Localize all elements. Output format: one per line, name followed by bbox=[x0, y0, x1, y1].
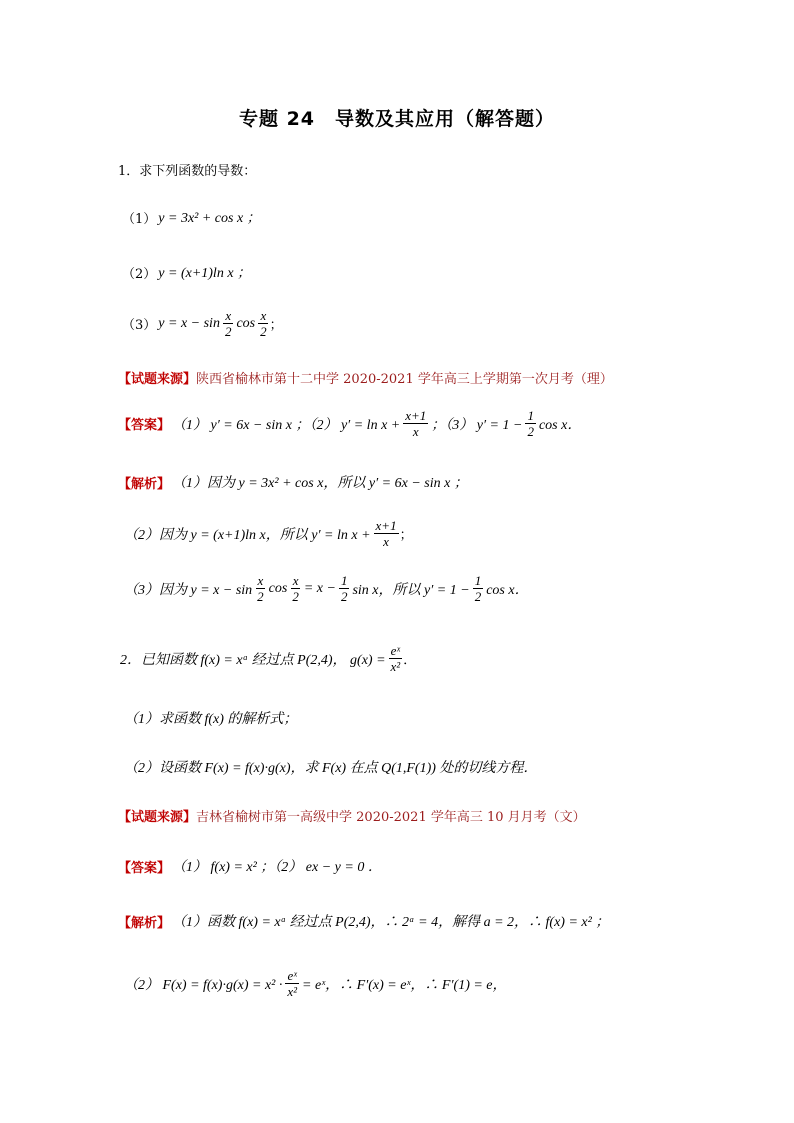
q2-answer: 【答案】 （1） f(x) = x² ；（2） ex − y = 0 ． bbox=[118, 860, 382, 876]
q2-part2: （2）设函数 F(x) = f(x)·g(x)，求 F(x) 在点 Q(1,F(1)) 处的切线方程． bbox=[124, 761, 538, 776]
fraction: $\frac{\text{eˣ}}{\text{x²}}$ bbox=[390, 643, 401, 674]
fraction: $\frac{\text{eˣ}}{\text{x²}}$ bbox=[287, 968, 298, 999]
fraction: $\frac{x}{2}$ bbox=[292, 573, 299, 604]
fraction: $\frac{1}{2}$ bbox=[474, 573, 482, 604]
fraction: $\frac{x}{2}$ bbox=[260, 308, 267, 339]
fraction: $\frac{x}{2}$ bbox=[257, 573, 264, 604]
q1-part1: （1） y = 3x² + cos x ； bbox=[122, 211, 261, 227]
q1-analysis-1: 【解析】 （1）因为 y = 3x² + cos x，所以 y′ = 6x − sin x ； bbox=[118, 476, 468, 492]
q1-analysis-3: （3）因为 y = x − sin $\frac{x}{2}$ cos $\frac{x}{2}$ = x − $\frac{1}{2}$ sin x，所以 y′ = 1 − $\frac{1}{2}$ cos x． bbox=[124, 573, 529, 604]
q2-stem: 2．已知函数 f(x) = xᵃ 经过点 P(2,4)， g(x) = $\frac{\text{eˣ}}{\text{x²}}$ ． bbox=[120, 643, 417, 674]
fraction: $\frac{x+1}{x}$ bbox=[375, 518, 397, 549]
page-title: 专题 24 导数及其应用（解答题） bbox=[238, 108, 556, 130]
fraction: $\frac{1}{2}$ bbox=[527, 408, 534, 439]
q2-analysis-1: 【解析】 （1）函数 f(x) = xᵃ 经过点 P(2,4)，∴ 2ᵃ = 4，解得 a = 2，∴ f(x) = x² ； bbox=[118, 915, 610, 931]
q2-part1: （1）求函数 f(x) 的解析式； bbox=[124, 712, 298, 727]
q2-analysis-2: （2） F(x) = f(x)·g(x) = x² · $\frac{\text{eˣ}}{\text{x²}}$ = eˣ，∴ F′(x) = eˣ，∴ F′(1) = e， bbox=[124, 968, 507, 999]
q1-part3: （3） y = x − sin $\frac{x}{2}$ cos $\frac{x}{2}$ ； bbox=[122, 308, 283, 339]
q1-stem: 1．求下列函数的导数： bbox=[118, 164, 257, 179]
q1-answer: 【答案】 （1） y′ = 6x − sin x ；（2） y′ = ln x + $\frac{x+1}{x}$ ；（3） y′ = 1 − $\frac{1}{2}$ cos x． bbox=[118, 408, 582, 439]
fraction: $\frac{x+1}{x}$ bbox=[405, 408, 427, 439]
q1-part2: （2） y = (x+1)ln x ； bbox=[122, 266, 252, 282]
fraction: $\frac{1}{2}$ bbox=[340, 573, 348, 604]
q1-analysis-2: （2）因为 y = (x+1)ln x，所以 y′ = ln x + $\frac{x+1}{x}$ ； bbox=[124, 518, 413, 549]
fraction: $\frac{x}{2}$ bbox=[224, 308, 232, 339]
q1-source: 【试题来源】 陕西省榆林市第十二中学 2020-2021 学年高三上学期第一次月考（理） bbox=[118, 372, 613, 387]
q2-source: 【试题来源】 吉林省榆树市第一高级中学 2020-2021 学年高三 10 月月考（文） bbox=[118, 810, 586, 825]
